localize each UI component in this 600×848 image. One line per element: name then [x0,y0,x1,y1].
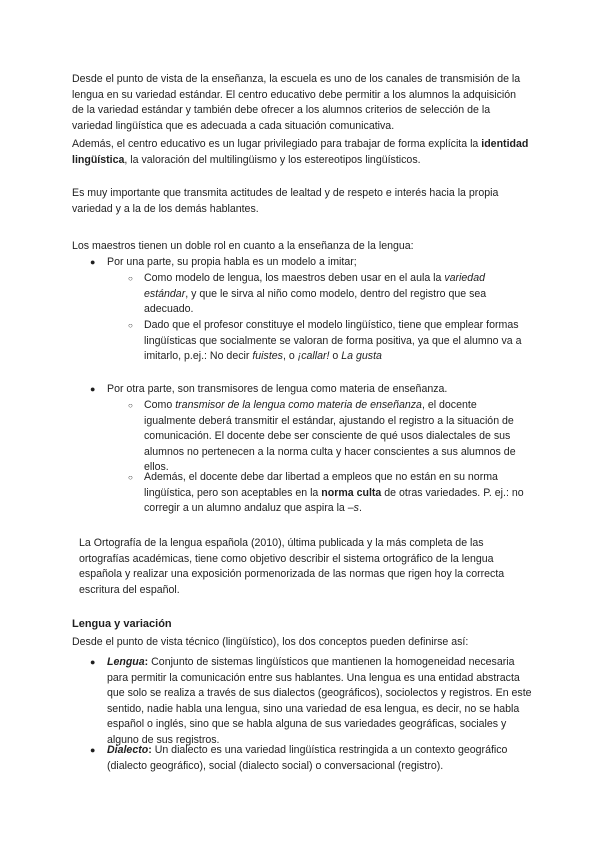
sublist-item-transmitter-standard: ○ Como transmisor de la lengua como materia de enseñanza, el docente igualmente deberá transmitir el estándar, ajustando el registro a la situación de comunicación. El docente debe ser consciente de qué usos dialectales de sus alumnos no pertenecen a la norma culta y hacer conscientes a sus alumnos de ellos. [128,399,516,474]
italic-la-gusta: La gusta [341,350,382,363]
bullet-marker: ● [90,657,96,667]
italic-transmisor: transmisor de la lengua como materia de enseñanza [175,399,422,411]
italic-fuistes: fuistes [252,350,283,363]
sublist-item-standard-variety: ○ Como modelo de lengua, los maestros deben usar en el aula la variedad estándar, y que le sirva al niño como modelo, dentro del registro que sea adecuado. [128,272,487,316]
list-item-model: ● Por una parte, su propia habla es un modelo a imitar; [107,255,532,271]
bold-identidad-linguistica: identidad lingüística [72,138,529,166]
sublist-item-linguistic-model: ○ Dado que el profesor constituye el modelo lingüístico, tiene que emplear formas lingüísticas que socialmente se valoran de forma positiva, ya que el alumno va a imitarlo, p.ej.: No decir fuistes, o ¡callar! o La gusta [128,319,522,363]
circle-marker: ○ [128,473,133,482]
list-item-dialecto: ● Dialecto: Un dialecto es una variedad lingüística restringida a un contexto geográfico (dialecto geográfico), social (dialecto social) o conversacional (registro). [90,744,508,772]
paragraph-technical-definitions: Desde el punto de vista técnico (lingüístico), los dos conceptos pueden definirse así: [72,636,469,648]
paragraph-linguistic-identity: Además, el centro educativo es un lugar privilegiado para trabajar de forma explícita la identidad lingüística, la valoración del multilingüismo y los estereotipos lingüísticos. [72,138,529,166]
paragraph-teachers-role: Los maestros tienen un doble rol en cuanto a la enseñanza de la lengua: [72,240,414,252]
circle-marker: ○ [128,401,133,410]
italic-s: –s [347,502,359,515]
paragraph-loyalty-attitudes: Es muy importante que transmita actitudes de lealtad y de respeto e interés hacia la propia variedad y a la de los demás hablantes. [72,187,499,215]
paragraph-ortografia: La Ortografía de la lengua española (2010), última publicada y la más completa de las ortografías académicas, tiene como objetivo describir el sistema ortográfico de la lengua española y realizar una exposición pormenorizada de las normas que rigen hoy la correcta escritura del español. [79,537,505,596]
term-lengua: Lengua [107,656,145,668]
paragraph-education-standard: Desde el punto de vista de la enseñanza, la escuela es uno de los canales de transmisión de la lengua en su variedad estándar. El centro educativo debe permitir a los alumnos la adquisición de la variedad estándar y también debe ofrecer a los alumnos criterios de selección de la variedad lingüística que es adecuada a cada situación comunicativa. [72,73,521,132]
bullet-marker: ● [90,257,96,267]
list-item-lengua: ● Lengua: Conjunto de sistemas lingüísticos que mantienen la homogeneidad necesaria para permitir la comunicación entre sus hablantes. Una lengua es una entidad abstracta que solo se realiza a través de sus dialectos (geográficos), sociolectos y registros. En este sentido, nadie habla una lengua, sino una variedad de esa lengua, es decir, no se habla español o inglés, sino que se habla alguna de sus variedades geográficas, sociales y alguno de sus registros. [90,656,532,746]
italic-variedad-estandar: variedad estándar [144,272,485,300]
circle-marker: ○ [128,321,133,330]
italic-callar: ¡callar! [297,350,330,363]
section-heading-lengua-variacion: Lengua y variación [72,618,172,630]
bullet-marker: ● [90,745,96,755]
circle-marker: ○ [128,274,133,283]
bullet-marker: ● [90,384,96,394]
list-item-transmitters: ● Por otra parte, son transmisores de lengua como materia de enseñanza. [107,382,532,398]
term-dialecto: Dialecto [107,744,149,756]
bold-norma-culta: norma culta [321,486,382,499]
sublist-item-freedom-usage: ○ Además, el docente debe dar libertad a empleos que no están en su norma lingüística, pero son aceptables en la norma culta de otras variedades. P. ej.: no corregir a un alumno andaluz que aspira la –s. [128,471,524,515]
